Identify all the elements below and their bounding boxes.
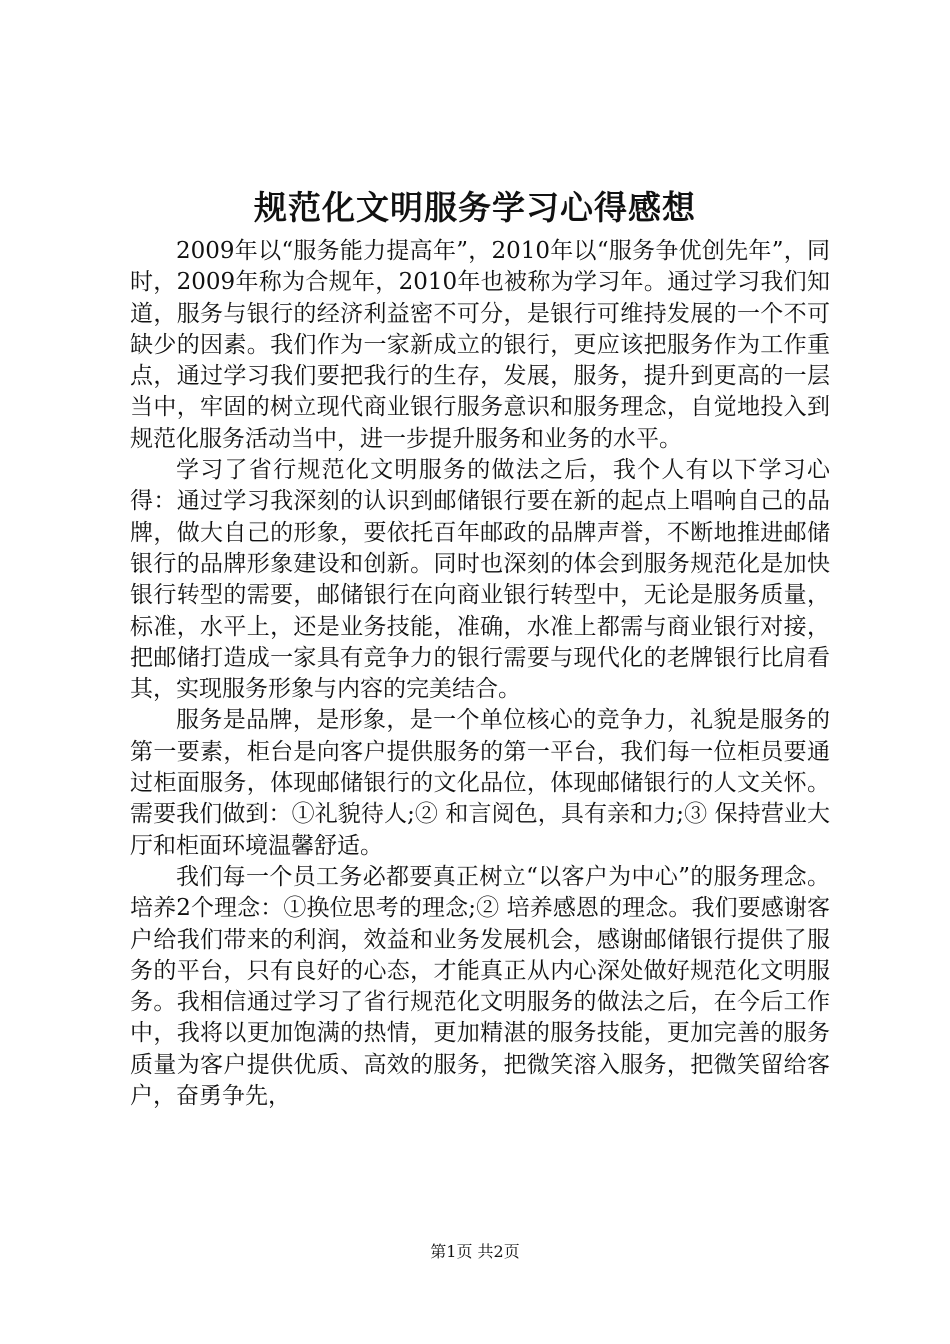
paragraph: 服务是品牌，是形象，是一个单位核心的竞争力，礼貌是服务的第一要素，柜台是向客户提供服务的第一平台，我们每一位柜员要通过柜面服务，体现邮储银行的文化品位，体现邮储银行的人文关怀。需要我们做到：①礼貌待人;② 和言阅色，具有亲和力;③ 保持营业大厅和柜面环境温馨舒适。	[130, 707, 830, 859]
paragraph: 2009年以“服务能力提高年”，2010年以“服务争优创先年”，同时，2009年称为合规年，2010年也被称为学习年。通过学习我们知道，服务与银行的经济利益密不可分，是银行可维持发展的一个不可缺少的因素。我们作为一家新成立的银行，更应该把服务作为工作重点，通过学习我们要把我行的生存，发展，服务，提升到更高的一层当中，牢固的树立现代商业银行服务意识和服务理念，自觉地投入到规范化服务活动当中，进一步提升服务和业务的水平。	[130, 238, 830, 452]
document-title: 规范化文明服务学习心得感想	[254, 188, 696, 227]
paragraph: 学习了省行规范化文明服务的做法之后，我个人有以下学习心得：通过学习我深刻的认识到邮储银行要在新的起点上唱响自己的品牌，做大自己的形象，要依托百年邮政的品牌声誉，不断地推进邮储银行的品牌形象建设和创新。同时也深刻的体会到服务规范化是加快银行转型的需要，邮储银行在向商业银行转型中，无论是服务质量，标准，水平上，还是业务技能，准确，水准上都需与商业银行对接，把邮储打造成一家具有竞争力的银行需要与现代化的老牌银行比肩看其，实现服务形象与内容的完美结合。	[130, 457, 830, 703]
paragraph: 我们每一个员工务必都要真正树立“以客户为中心”的服务理念。培养2个理念：①换位思考的理念;② 培养感恩的理念。我们要感谢客户给我们带来的利润，效益和业务发展机会，感谢邮储银行提供了服务的平台，只有良好的心态，才能真正从内心深处做好规范化文明服务。我相信通过学习了省行规范化文明服务的做法之后，在今后工作中，我将以更加饱满的热情，更加精湛的服务技能，更加完善的服务质量为客户提供优质、高效的服务，把微笑溶入服务，把微笑留给客户，奋勇争先，	[130, 863, 830, 1110]
page-footer: 第1页 共2页	[430, 1242, 520, 1261]
document-body	[130, 236, 830, 1112]
